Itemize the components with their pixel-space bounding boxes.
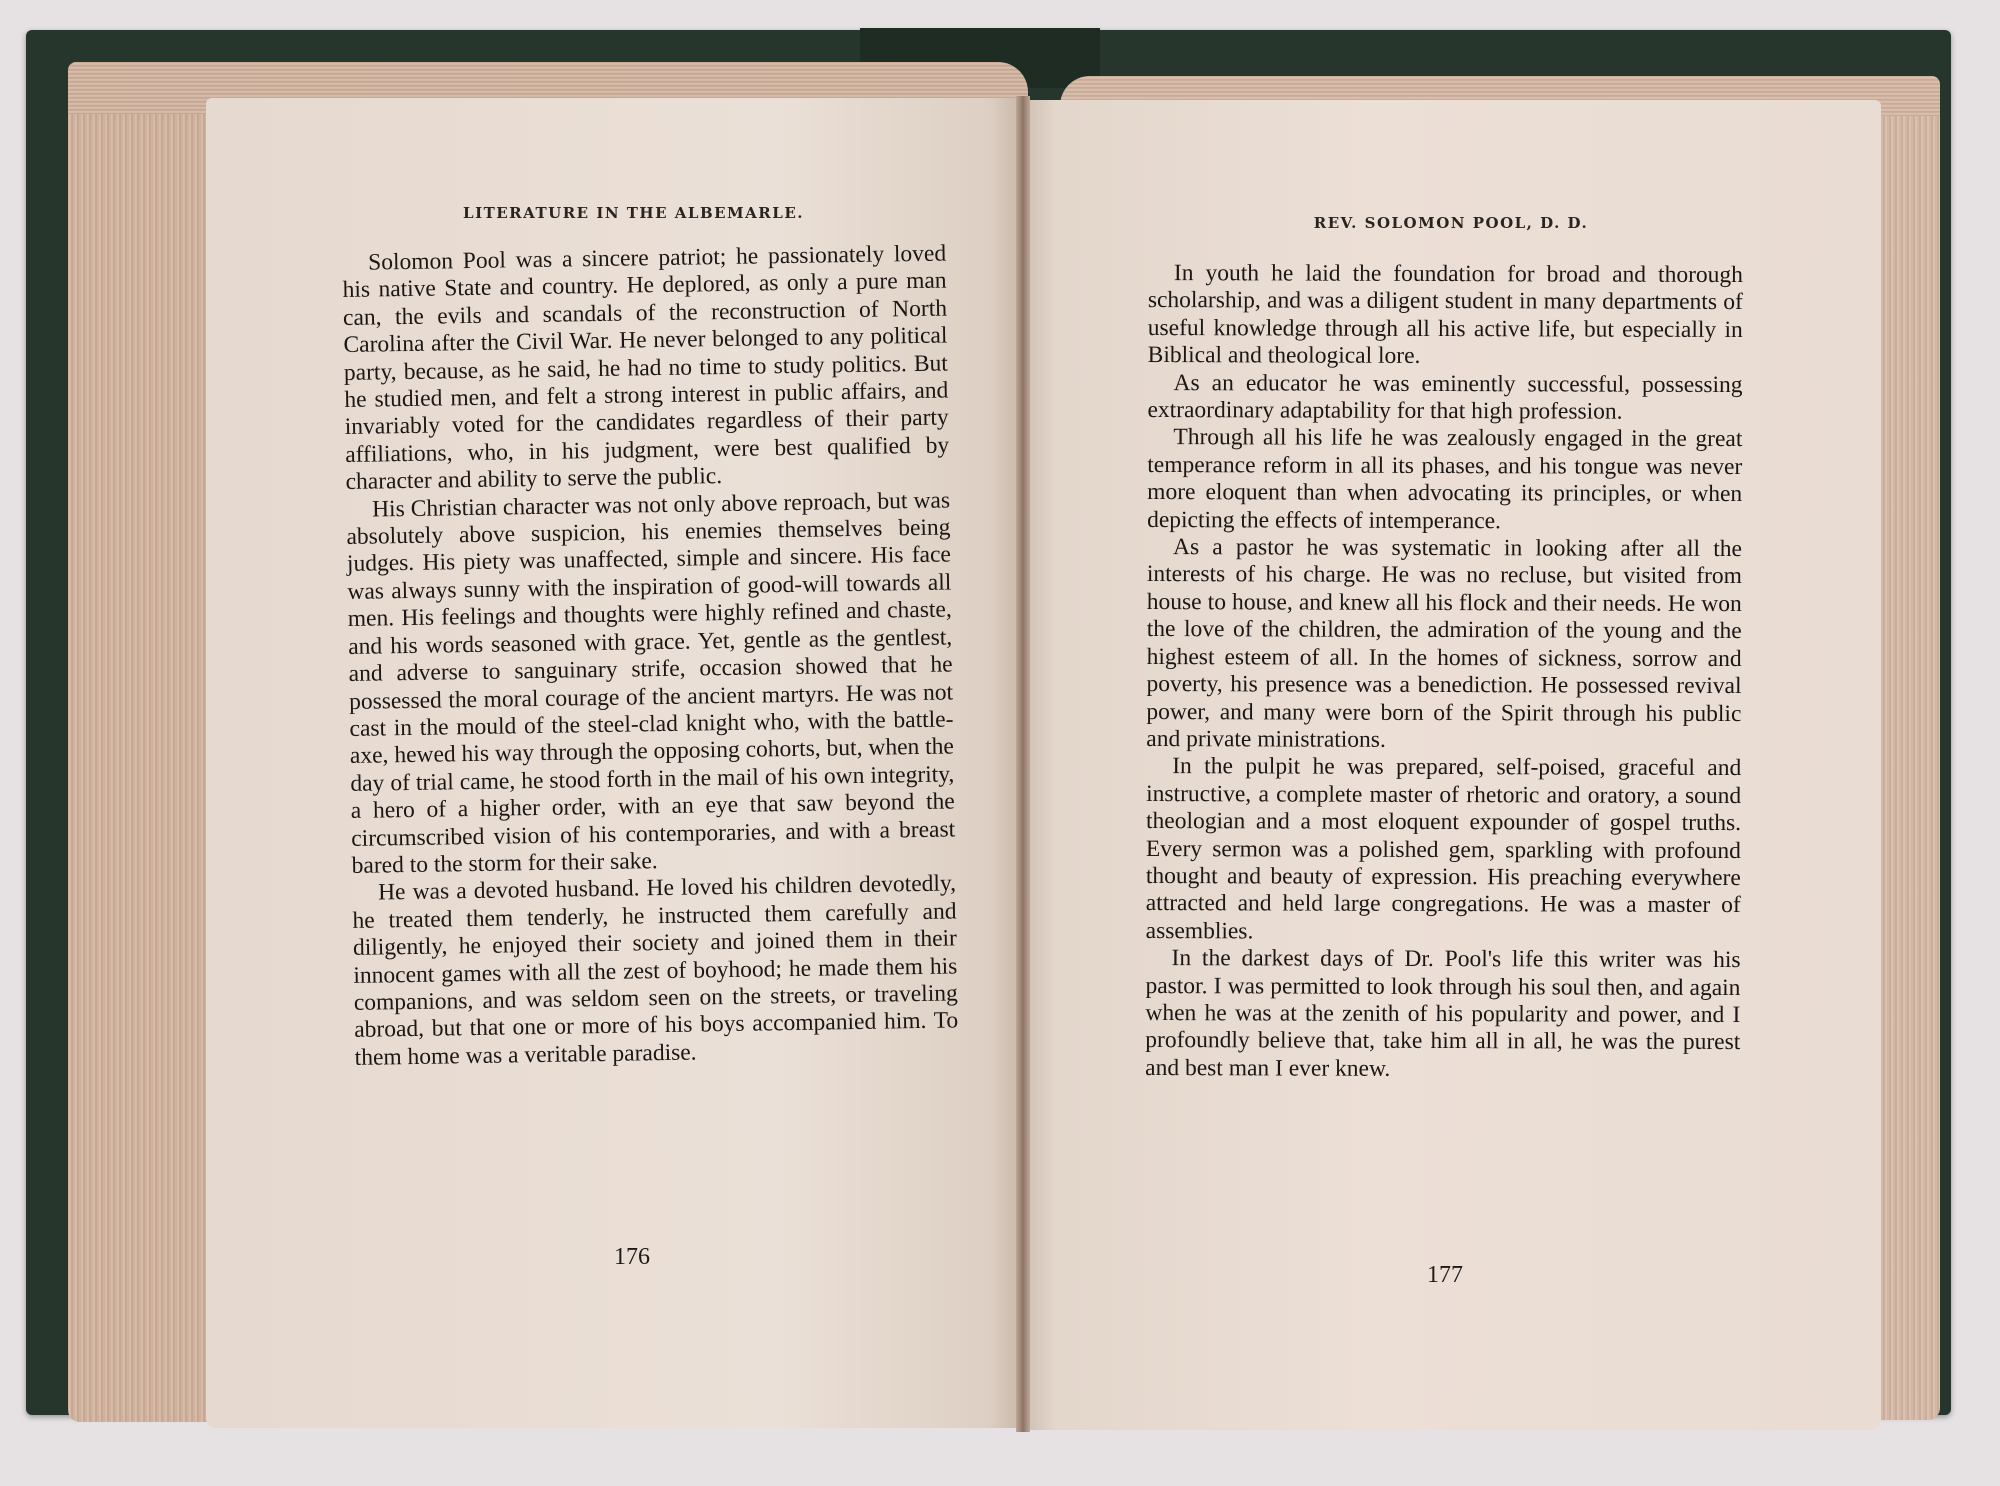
paragraph: As an educator he was eminently successful, possessing extraordinary adaptability for that high profession. [1147, 369, 1743, 425]
paragraph: As a pastor he was systematic in looking after all the interests of his charge. He was no recluse, but visited from house to house, and knew all his flock and their needs. He won the love of the children, the admiration of the young and the highest esteem of all. In the homes of sickness, sorrow and poverty, his presence was a benediction. He possessed revival power, and many were born of the Spirit through his public and private ministrations. [1146, 534, 1743, 753]
right-page-number: 177 [1427, 1262, 1463, 1288]
right-page [1021, 100, 1881, 1430]
page-block-edge-left [68, 62, 218, 1422]
paragraph: Solomon Pool was a sincere patriot; he passionately loved his native State and country. He deplored, as only a pure man can, the evils and scandals of the reconstruction of North Carolina after the Civil War. He never belonged to any political party, because, as he said, he had no time to study politics. But he studied men, and felt a strong interest in public affairs, and invariably voted for the candidates regardless of their party affiliations, who, in his judgment, were best qualified by character and ability to serve the public. [342, 240, 950, 496]
right-page-text [1145, 260, 1743, 1084]
paragraph: In the darkest days of Dr. Pool's life this writer was his pastor. I was permitted to look through his soul then, and again when he was at the zenith of his popularity and power, and I profoundly believe that, take him all in all, he was the purest and best man I ever knew. [1145, 945, 1741, 1082]
paragraph: He was a devoted husband. He loved his children devotedly, he treated them tenderly, he instructed them carefully and diligently, he enjoyed their society and joined them in their innocent games with all the zest of boyhood; he made them his companions, and was seldom seen on the streets, or traveling abroad, but that one or more of his boys accompanied him. To them home was a veritable paradise. [352, 870, 959, 1071]
left-page [206, 98, 1021, 1428]
paragraph: His Christian character was not only above reproach, but was absolutely above suspicion, his enemies themselves being judges. His piety was unaffected, simple and sincere. His face was always sunny with the inspiration of good-will towards all men. His feelings and thoughts were highly refined and chaste, and his words seasoned with grace. Yet, gentle as the gentlest, and adverse to sanguinary strife, occasion showed that he possessed the moral courage of the ancient martyrs. He was not cast in the mould of the steel-clad knight who, with the battle-axe, hewed his way through the opposing cohorts, but, when the day of trial came, he stood forth in the mail of his own integrity, a hero of a higher order, with an eye that saw beyond the circumscribed vision of his contemporaries, and with a breast bared to the storm for their sake. [346, 487, 956, 879]
paragraph: In youth he laid the foundation for broad and thorough scholarship, and was a diligent student in many departments of useful knowledge through all his active life, but especially in Biblical and theological lore. [1147, 260, 1743, 370]
right-running-head: REV. SOLOMON POOL, D. D. [1313, 214, 1589, 232]
left-page-number: 176 [614, 1244, 650, 1270]
left-page-text [342, 241, 959, 1073]
book-gutter [1016, 96, 1030, 1432]
left-running-head: LITERATURE IN THE ALBEMARLE. [463, 204, 804, 222]
paragraph: In the pulpit he was prepared, self-poised, graceful and instructive, a complete master of rhetoric and oratory, a sound theologian and a most eloquent expounder of gospel truths. Every sermon was a polished gem, sparkling with profound thought and beauty of expression. His preaching everywhere attracted and held large congregations. He was a master of assemblies. [1145, 753, 1742, 945]
paragraph: Through all his life he was zealously engaged in the great temperance reform in all its phases, and his tongue was never more eloquent than when advocating its principles, or when depicting the effects of intemperance. [1147, 424, 1743, 534]
